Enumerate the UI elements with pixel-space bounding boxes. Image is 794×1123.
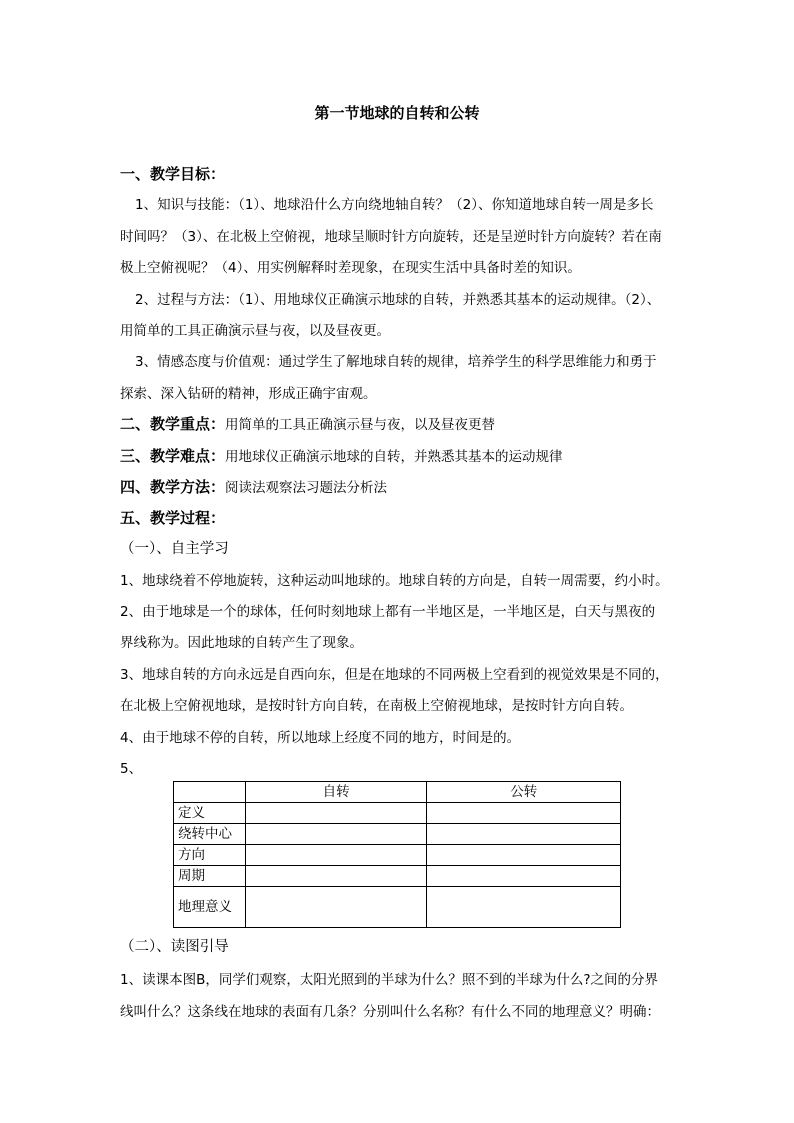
comparison-table [173, 781, 621, 928]
section-methods [120, 477, 690, 498]
table-cell-empty [245, 845, 427, 866]
table-cell-empty [245, 887, 427, 928]
objectives-line: 极上空俯视呢？（4）、用实例解释时差现象，在现实生活中具备时差的知识。 [120, 260, 581, 276]
table-cell-empty [245, 866, 427, 887]
objectives-line: 1、知识与技能：（1）、地球沿什么方向绕地轴自转？（2）、你知道地球自转一周是多长 [135, 197, 654, 213]
table-row-label: 地理意义 [174, 887, 246, 928]
table-cell-empty [427, 866, 621, 887]
table-row [174, 845, 621, 866]
key-points-value: 用简单的工具正确演示昼与夜，以及昼夜更替 [225, 417, 496, 433]
self-study-line: 在北极上空俯视地球，是按时针方向自转，在南极上空俯视地球，是按时针方向自转。 [120, 698, 633, 714]
difficulties-value: 用地球仪正确演示地球的自转，并熟悉其基本的运动规律 [225, 449, 563, 465]
table-row-label: 周期 [174, 866, 246, 887]
table-header-cell: 公转 [427, 782, 621, 803]
table-header-row [174, 782, 621, 803]
comparison-table-wrap [173, 781, 621, 928]
self-study-heading: （一）、自主学习 [120, 541, 229, 557]
self-study-line: 1、地球绕着不停地旋转，这种运动叫地球的。地球自转的方向是，自转一周需要，约小时。 [120, 573, 669, 589]
section-key-points [120, 414, 690, 435]
section-process-heading: 五、教学过程： [120, 509, 226, 527]
table-row [174, 803, 621, 824]
self-study-line: 界线称为。因此地球的自转产生了现象。 [120, 635, 363, 651]
table-row-label: 方向 [174, 845, 246, 866]
self-study-line: 3、地球自转的方向永远是自西向东，但是在地球的不同两极上空看到的视觉效果是不同的， [120, 667, 669, 683]
page-title: 第一节地球的自转和公转 [314, 104, 480, 122]
table-cell-empty [245, 824, 427, 845]
table-row [174, 824, 621, 845]
self-study-line: 2、由于地球是一个的球体，任何时刻地球上都有一半地区是，一半地区是，白天与黑夜的 [120, 604, 656, 620]
objectives-line: 用简单的工具正确演示昼与夜，以及昼夜更。 [120, 323, 390, 339]
objectives-line: 时间吗？（3）、在北极上空俯视，地球呈顺时针方向旋转，还是呈逆时针方向旋转？若在南 [120, 229, 662, 245]
objectives-line: 2、过程与方法：（1）、用地球仪正确演示地球的自转，并熟悉其基本的运动规律。（2）、 [135, 292, 661, 308]
methods-label: 四、教学方法： [120, 478, 226, 496]
map-guide-heading: （二）、读图引导 [120, 939, 229, 955]
table-cell-empty [427, 803, 621, 824]
section-objectives-heading: 一、教学目标： [120, 165, 226, 183]
table-header-cell: 自转 [245, 782, 427, 803]
table-row-label: 定义 [174, 803, 246, 824]
objectives-line: 探索、深入钻研的精神，形成正确宇宙观。 [120, 386, 377, 402]
self-study-line: 5、 [120, 761, 143, 777]
table-cell-empty [245, 803, 427, 824]
table-row-label: 绕转中心 [174, 824, 246, 845]
table-cell-empty [427, 845, 621, 866]
methods-value: 阅读法观察法习题法分析法 [225, 480, 388, 496]
table-row [174, 887, 621, 928]
key-points-label: 二、教学重点： [120, 415, 226, 433]
table-cell-empty [427, 824, 621, 845]
table-header-cell [174, 782, 246, 803]
map-guide-line: 线叫什么？这条线在地球的表面有几条？分别叫什么名称？有什么不同的地理意义？明确： [120, 1004, 660, 1020]
table-row [174, 866, 621, 887]
table-cell-empty [427, 887, 621, 928]
objectives-line: 3、情感态度与价值观：通过学生了解地球自转的规律，培养学生的科学思维能力和勇于 [135, 354, 657, 370]
self-study-line: 4、由于地球不停的自转，所以地球上经度不同的地方，时间是的。 [120, 730, 521, 746]
map-guide-line: 1、读课本图B，同学们观察，太阳光照到的半球为什么？照不到的半球为什么?之间的分界 [120, 972, 659, 988]
section-difficulties [120, 446, 690, 467]
difficulties-label: 三、教学难点： [120, 447, 226, 465]
